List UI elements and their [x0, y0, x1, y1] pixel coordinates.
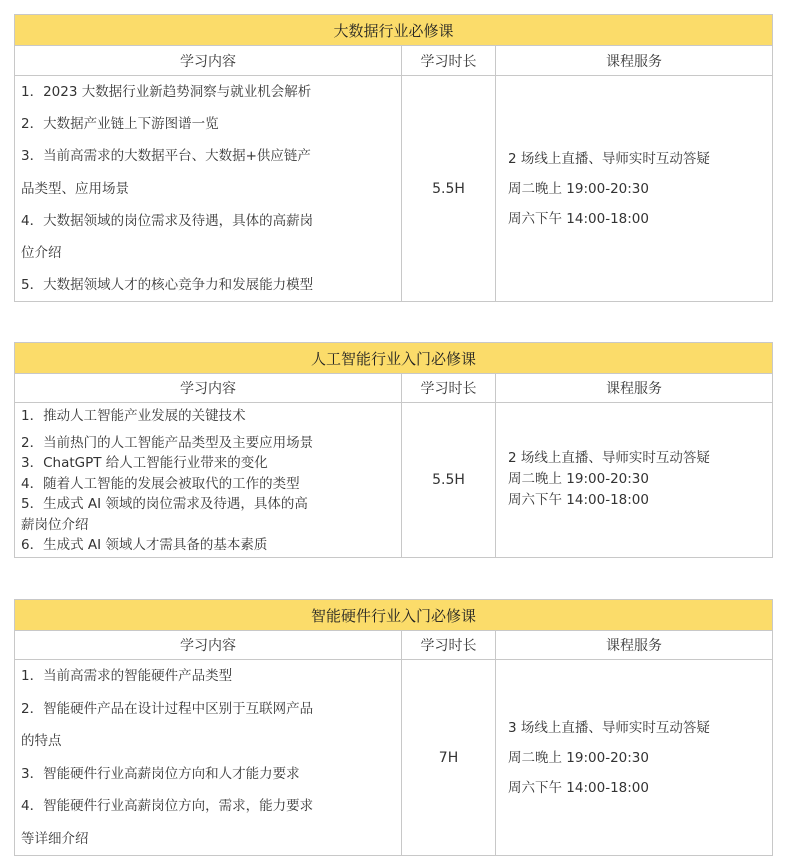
service-line: 周六下午 14:00-18:00 — [508, 210, 649, 227]
content-line: 的特点 — [21, 733, 62, 749]
service-line: 3 场线上直播、导师实时互动答疑 — [508, 719, 710, 736]
header-service: 课程服务 — [496, 631, 773, 660]
content-cell — [15, 403, 402, 558]
service-line: 周二晚上 19:00-20:30 — [508, 471, 649, 488]
content-line: 3．ChatGPT 给人工智能行业带来的变化 — [21, 455, 268, 471]
content-line: 5．大数据领域人才的核心竞争力和发展能力模型 — [21, 277, 314, 294]
service-cell — [496, 403, 773, 558]
course-title: 智能硬件行业入门必修课 — [15, 600, 773, 631]
content-line: 2．智能硬件产品在设计过程中区别于互联网产品 — [21, 700, 314, 717]
content-line: 1．当前高需求的智能硬件产品类型 — [21, 668, 233, 684]
content-cell — [15, 660, 402, 856]
service-line: 周六下午 14:00-18:00 — [508, 779, 649, 796]
content-line: 2．大数据产业链上下游图谱一览 — [21, 116, 219, 133]
service-cell — [496, 76, 773, 302]
content-cell — [15, 76, 402, 302]
header-content: 学习内容 — [15, 374, 402, 403]
content-line: 4．智能硬件行业高薪岗位方向，需求，能力要求 — [21, 798, 314, 814]
content-line: 薪岗位介绍 — [21, 516, 89, 533]
content-line: 4．大数据领域的岗位需求及待遇，具体的高薪岗 — [21, 212, 314, 229]
header-service: 课程服务 — [496, 46, 773, 76]
content-line: 等详细介绍 — [21, 830, 89, 847]
header-duration: 学习时长 — [402, 46, 496, 76]
content-line: 品类型、应用场景 — [21, 180, 129, 197]
content-line: 6．生成式 AI 领域人才需具备的基本素质 — [21, 537, 268, 553]
service-line: 周二晚上 19:00-20:30 — [508, 180, 649, 197]
duration-cell: 5.5H — [402, 403, 496, 558]
course-table-ai — [14, 342, 773, 558]
content-line: 5．生成式 AI 领域的岗位需求及待遇，具体的高 — [21, 496, 308, 512]
service-line: 周六下午 14:00-18:00 — [508, 492, 649, 509]
duration-cell: 5.5H — [402, 76, 496, 302]
header-service: 课程服务 — [496, 374, 773, 403]
course-title: 人工智能行业入门必修课 — [15, 343, 773, 374]
header-duration: 学习时长 — [402, 631, 496, 660]
content-line: 3．智能硬件行业高薪岗位方向和人才能力要求 — [21, 765, 300, 782]
course-table-smart-hardware — [14, 599, 773, 856]
header-content: 学习内容 — [15, 631, 402, 660]
content-line: 2．当前热门的人工智能产品类型及主要应用场景 — [21, 434, 314, 451]
header-duration: 学习时长 — [402, 374, 496, 403]
content-line: 3．当前高需求的大数据平台、大数据+供应链产 — [21, 148, 311, 165]
content-line: 1．推动人工智能产业发展的关键技术 — [21, 408, 246, 424]
header-content: 学习内容 — [15, 46, 402, 76]
service-cell — [496, 660, 773, 856]
service-line: 周二晚上 19:00-20:30 — [508, 749, 649, 766]
service-line: 2 场线上直播、导师实时互动答疑 — [508, 150, 710, 167]
course-table-big-data — [14, 14, 773, 302]
content-line: 1．2023 大数据行业新趋势洞察与就业机会解析 — [21, 84, 312, 100]
content-line: 位介绍 — [21, 245, 62, 262]
service-line: 2 场线上直播、导师实时互动答疑 — [508, 450, 710, 467]
course-title: 大数据行业必修课 — [15, 15, 773, 46]
duration-cell: 7H — [402, 660, 496, 856]
content-line: 4．随着人工智能的发展会被取代的工作的类型 — [21, 475, 300, 492]
